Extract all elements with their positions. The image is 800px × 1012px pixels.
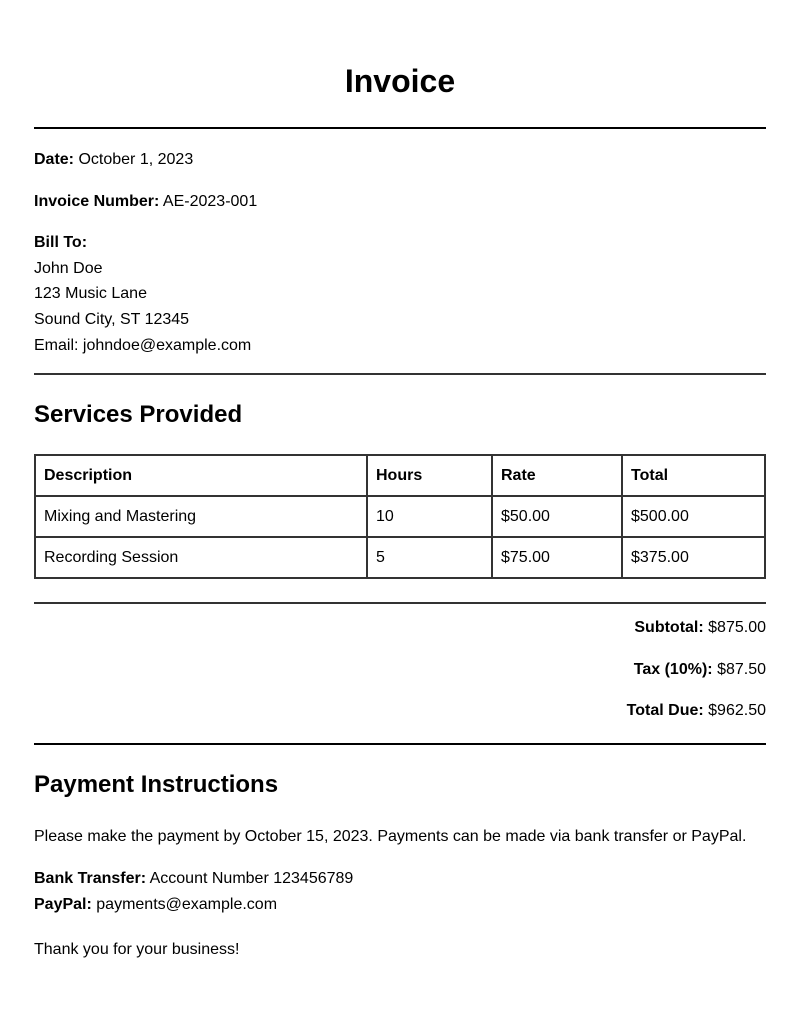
row-hours: 5: [367, 537, 492, 578]
tax-value: $87.50: [717, 661, 766, 678]
bank-transfer-label: Bank Transfer:: [34, 870, 147, 887]
column-header-total: Total: [622, 455, 765, 496]
row-description: Recording Session: [35, 537, 367, 578]
page-title: Invoice: [344, 63, 456, 99]
date-line: [34, 150, 193, 170]
paypal-label: PayPal:: [34, 896, 92, 913]
services-table: [34, 454, 766, 579]
table-row: [35, 537, 765, 578]
row-rate: $50.00: [492, 496, 622, 537]
bill-to-name: John Doe: [34, 260, 103, 277]
row-description: Mixing and Mastering: [35, 496, 367, 537]
payment-heading: Payment Instructions: [34, 771, 279, 798]
invoice-number-value: AE-2023-001: [162, 193, 258, 210]
table-header-row: [35, 455, 765, 496]
services-heading: Services Provided: [34, 401, 243, 428]
total-due-value: $962.50: [708, 702, 766, 719]
column-header-hours: Hours: [367, 455, 492, 496]
subtotal-value: $875.00: [708, 619, 766, 636]
tax-label: Tax (10%):: [633, 661, 713, 678]
date-label: Date:: [34, 151, 75, 168]
row-total: $500.00: [622, 496, 765, 537]
bill-to-address-line2: Sound City, ST 12345: [34, 311, 190, 328]
section-divider: [34, 373, 766, 375]
column-header-rate: Rate: [492, 455, 622, 496]
title-divider: [34, 127, 766, 129]
subtotal-line: [634, 618, 766, 638]
thank-you-note: Thank you for your business!: [34, 941, 240, 958]
payment-divider: [34, 743, 766, 745]
bank-transfer-value: Account Number 123456789: [149, 870, 354, 887]
total-due-label: Total Due:: [626, 702, 704, 719]
row-hours: 10: [367, 496, 492, 537]
bill-to-address-line1: 123 Music Lane: [34, 285, 147, 302]
paypal-line: [34, 895, 277, 915]
paypal-value: payments@example.com: [96, 896, 278, 913]
invoice-number-line: [34, 192, 257, 212]
bill-to-email: Email: johndoe@example.com: [34, 337, 252, 354]
invoice-number-label: Invoice Number:: [34, 193, 160, 210]
bill-to-label-text: Bill To:: [34, 234, 88, 251]
subtotal-label: Subtotal:: [634, 619, 704, 636]
row-rate: $75.00: [492, 537, 622, 578]
tax-line: [634, 660, 766, 680]
bank-transfer-line: [34, 869, 353, 889]
table-row: [35, 496, 765, 537]
totals-divider: [34, 602, 766, 604]
row-total: $375.00: [622, 537, 765, 578]
bill-to-label: [34, 233, 87, 253]
column-header-description: Description: [35, 455, 367, 496]
payment-instructions: Please make the payment by October 15, 2023. Payments can be made via bank transfer or PayPal.: [34, 828, 747, 845]
date-value: October 1, 2023: [78, 151, 194, 168]
total-due-line: [627, 701, 766, 721]
